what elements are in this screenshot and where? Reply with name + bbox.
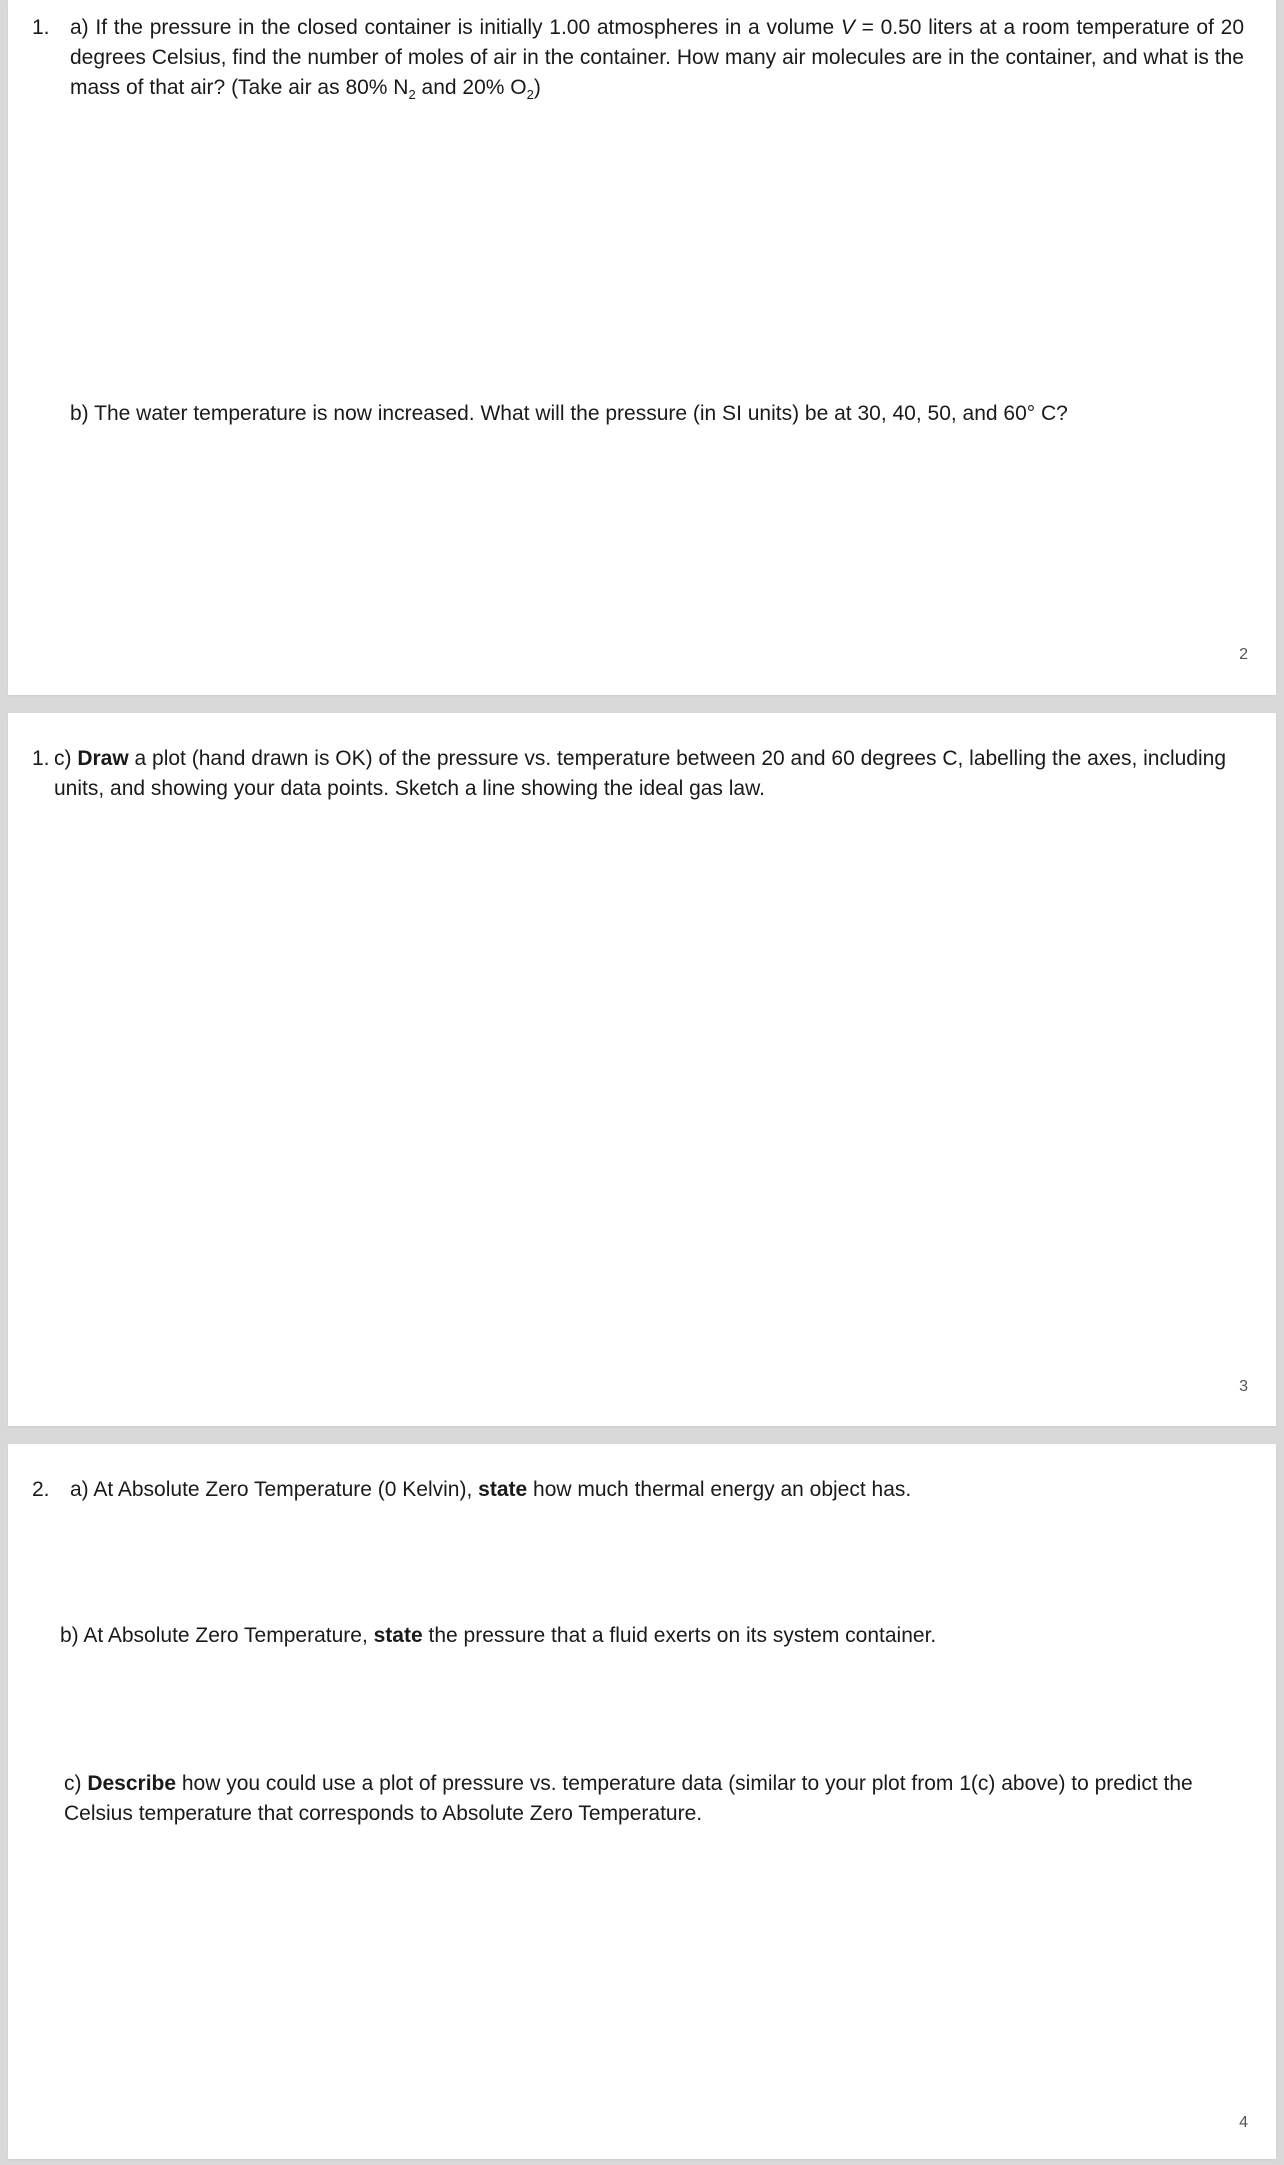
document-page <box>8 713 1276 1426</box>
text-segment: c) <box>64 1772 88 1795</box>
text-segment: and 20% O <box>415 76 527 99</box>
question-text <box>70 1475 1244 1505</box>
bold-verb: Describe <box>87 1772 177 1795</box>
question-number: 2. <box>32 1478 50 1501</box>
text-segment: a) If the pressure in the closed container is initially 1.00 atmospheres in a volume <box>70 16 841 39</box>
question-number: 1. <box>32 747 50 770</box>
question-1b <box>70 399 1250 429</box>
question-1c <box>32 744 1244 804</box>
question-text <box>70 13 1244 103</box>
text-segment: how much thermal energy an object has. <box>527 1478 912 1501</box>
text-segment: a plot (hand drawn is OK) of the pressure vs. temperature between 20 and 60 degrees C, labelling the axes, including units, and showing your data points. Sketch a line showing the ideal gas law. <box>54 747 1226 800</box>
bold-verb: Draw <box>77 747 129 770</box>
subscript: 2 <box>526 87 534 102</box>
page-number: 3 <box>1239 1378 1248 1395</box>
page-number: 2 <box>1239 646 1248 663</box>
document-page <box>8 0 1276 695</box>
text-segment: the pressure that a fluid exerts on its system container. <box>422 1624 937 1647</box>
question-number: 1. <box>32 16 50 39</box>
bold-verb: state <box>478 1478 528 1501</box>
text-segment: ) <box>533 76 541 99</box>
subscript: 2 <box>408 87 416 102</box>
page-number: 4 <box>1239 2114 1248 2131</box>
text-segment: c) <box>54 747 78 770</box>
variable: V <box>840 16 855 39</box>
question-2c <box>64 1769 1234 1829</box>
question-2b <box>60 1621 1250 1651</box>
text-segment: = 0.50 liters at a room temperature of 20 degrees Celsius, find the number of moles of air in the container. How many air molecules are in the container, and what is the mass of that air? (Take air as 80% N <box>70 16 1244 99</box>
document-page <box>8 1444 1276 2159</box>
question-1a <box>32 13 1244 103</box>
question-text <box>54 744 1244 804</box>
bold-verb: state <box>373 1624 423 1647</box>
question-text: b) The water temperature is now increased. What will the pressure (in SI units) be at 30, 40, 50, and 60° C? <box>70 402 1068 425</box>
text-segment: a) At Absolute Zero Temperature (0 Kelvin), <box>70 1478 479 1501</box>
question-2a <box>32 1475 1244 1505</box>
text-segment: how you could use a plot of pressure vs. temperature data (similar to your plot from 1(c) above) to predict the Celsius temperature that corresponds to Absolute Zero Temperature. <box>64 1772 1193 1825</box>
text-segment: b) At Absolute Zero Temperature, <box>60 1624 374 1647</box>
